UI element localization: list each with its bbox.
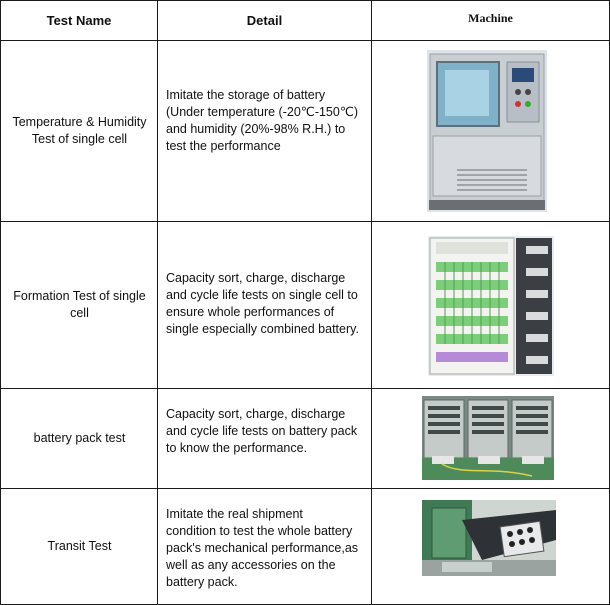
detail-line: well as any accessories on the bbox=[166, 558, 336, 572]
header-machine: Machine bbox=[468, 10, 513, 25]
vibration-test-machine-photo bbox=[422, 500, 556, 576]
test-name-line: cell bbox=[70, 306, 89, 320]
battery-pack-tester-photo bbox=[422, 396, 554, 480]
row-4-test-name bbox=[1, 489, 158, 604]
row-3-test-name bbox=[1, 389, 158, 488]
detail-line: Imitate the storage of battery bbox=[166, 88, 326, 102]
row-1-test-name bbox=[1, 41, 158, 221]
detail-line: and humidity (20%-98% R.H.) to bbox=[166, 122, 346, 136]
column-divider bbox=[371, 0, 372, 605]
header-detail: Detail bbox=[246, 12, 283, 28]
detail-line: to know the performance. bbox=[166, 441, 308, 455]
detail-line: and cycle life tests on battery pack bbox=[166, 424, 358, 438]
climate-chamber-photo bbox=[427, 50, 547, 212]
row-1-detail bbox=[166, 87, 370, 155]
detail-line: Imitate the real shipment bbox=[166, 507, 303, 521]
row-3-detail bbox=[166, 406, 370, 457]
detail-line: single especially combined battery. bbox=[166, 322, 359, 336]
test-name-line: Transit Test bbox=[47, 539, 112, 553]
detail-line: Capacity sort, charge, discharge bbox=[166, 271, 346, 285]
detail-line: pack's mechanical performance,as bbox=[166, 541, 359, 555]
detail-line: condition to test the whole battery bbox=[166, 524, 353, 538]
detail-line: Capacity sort, charge, discharge bbox=[166, 407, 346, 421]
test-name-line: battery pack test bbox=[33, 431, 126, 445]
test-name-line: Temperature & Humidity bbox=[12, 115, 147, 129]
cell-formation-cabinet-photo bbox=[428, 236, 554, 376]
test-name-line: Test of single cell bbox=[31, 132, 128, 146]
row-2-detail bbox=[166, 270, 370, 338]
detail-line: and cycle life tests on single cell to bbox=[166, 288, 358, 302]
detail-line: ensure whole performances of bbox=[166, 305, 335, 319]
detail-line: battery pack. bbox=[166, 575, 238, 589]
row-4-detail bbox=[166, 506, 370, 591]
detail-line: test the performance bbox=[166, 139, 281, 153]
header-test-name: Test Name bbox=[46, 12, 112, 28]
test-name-line: Formation Test of single bbox=[13, 289, 146, 303]
row-2-test-name bbox=[1, 222, 158, 388]
detail-line: (Under temperature (-20℃-150℃) bbox=[166, 105, 359, 119]
